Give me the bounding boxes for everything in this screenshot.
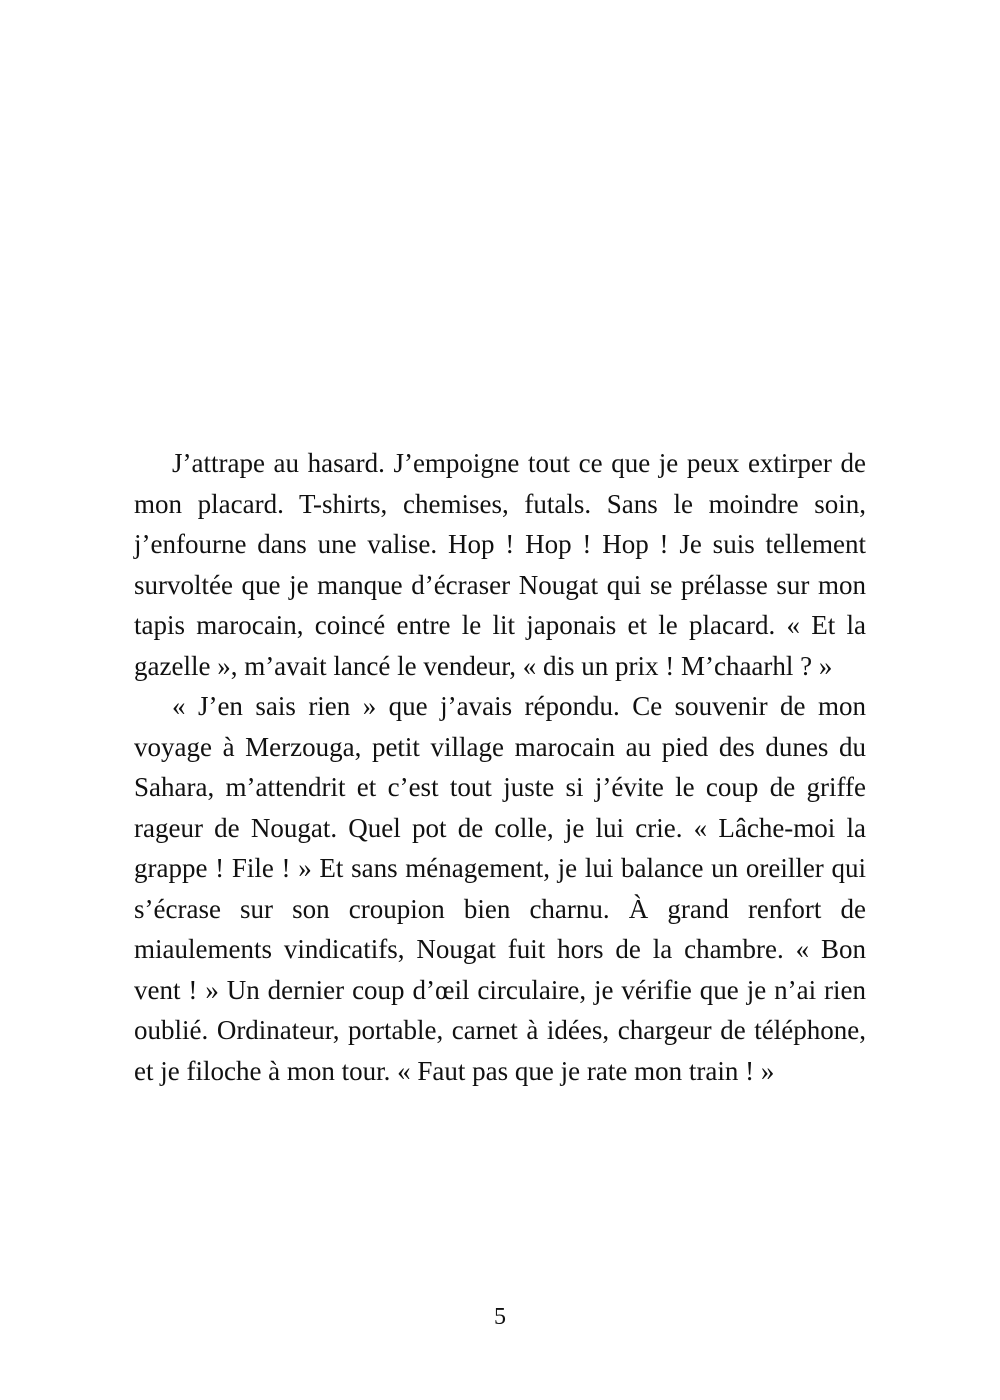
paragraph-1: J’attrape au hasard. J’empoigne tout ce que je peux extirper de mon placard. T-shirts, chemises, futals. Sans le moindre soin, j’enfourne dans une valise. Hop ! Hop ! Hop ! Je suis tellement survoltée que je manque d’écraser Nougat qui se prélasse sur mon tapis marocain, coincé entre le lit japonais et le placard. « Et la gazelle », m’avait lancé le vendeur, « dis un prix ! M’chaarhl ? » bbox=[134, 448, 866, 681]
paragraph-2: « J’en sais rien » que j’avais répondu. Ce souvenir de mon voyage à Merzouga, petit village marocain au pied des dunes du Sahara, m’attendrit et c’est tout juste si j’évite le coup de griffe rageur de Nougat. Quel pot de colle, je lui crie. « Lâche-moi la grappe ! File ! » Et sans ménagement, je lui balance un oreiller qui s’écrase sur son croupion bien charnu. À grand renfort de miaulements vindicatifs, Nougat fuit hors de la chambre. « Bon vent ! » Un dernier coup d’œil circulaire, je vérifie que je n’ai rien oublié. Ordinateur, portable, carnet à idées, chargeur de téléphone, et je filoche à mon tour. « Faut pas que je rate mon train ! » bbox=[134, 691, 866, 1086]
page-number: 5 bbox=[494, 1304, 506, 1330]
body-text bbox=[134, 443, 866, 1091]
